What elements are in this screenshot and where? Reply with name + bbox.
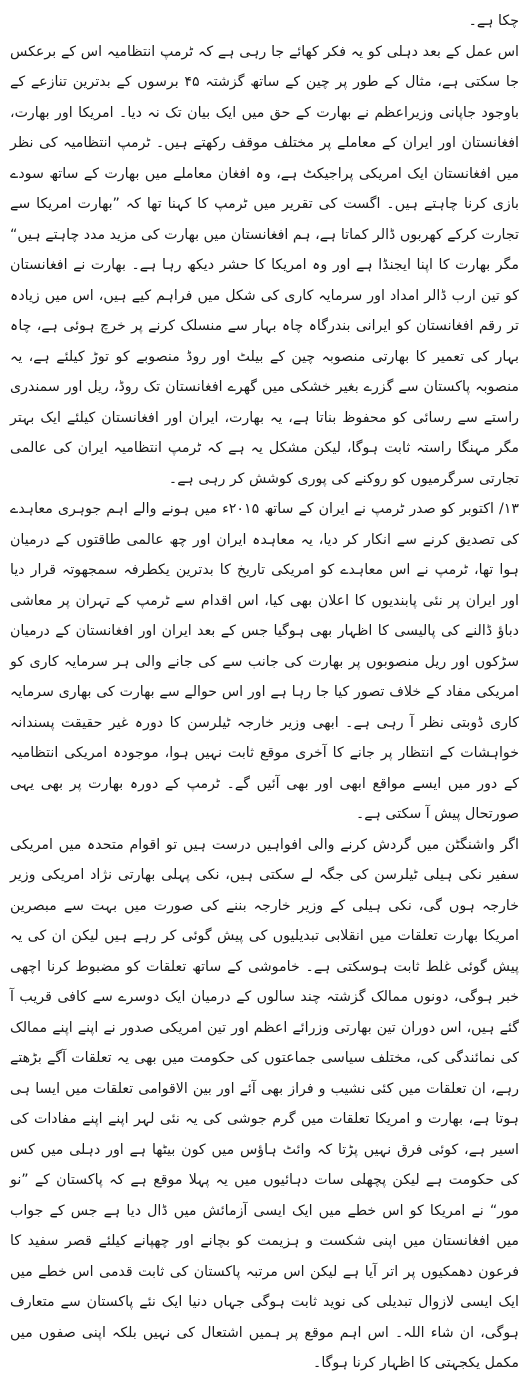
article-paragraph-1: اس عمل کے بعد دہلی کو یہ فکر کھائے جا رہی ہے کہ ٹرمپ انتظامیہ اس کے برعکس جا سکتی ہے، مثال کے طور پر چین کے ساتھ گزشتہ ۴۵ برسوں کے بدترین تنازعے کے باوجود جاپانی وزیراعظم نے بھارت کے حق میں ایک بیان تک نہ دیا۔ امریکا اور بھارت، افغانستان اور ایران کے معاملے پر مختلف موقف رکھتے ہیں۔ ٹرمپ انتظامیہ کی نظر میں افغانستان ایک امریکی پراجیکٹ ہے، وہ افغان معاملے میں بھارت کے ساتھ سودے بازی کرنا چاہتے ہیں۔ اگست کی تقریر میں ٹرمپ کا کہنا تھا کہ ”بھارت امریکا سے تجارت کرکے کھربوں ڈالر کماتا ہے، ہم افغانستان میں بھارت کی مزید مدد چاہتے ہیں“ مگر بھارت کا اپنا ایجنڈا ہے اور وہ امریکا کا حشر دیکھ رہا ہے۔ بھارت نے افغانستان کو تین ارب ڈالر امداد اور سرمایہ کاری کی شکل میں فراہم کیے ہیں، اس میں زیادہ تر رقم افغانستان کو ایرانی بندرگاہ چاہ بہار سے منسلک کرنے پر خرچ ہوئی ہے، چاہ بہار کی تعمیر کا بھارتی منصوبہ چین کے بیلٹ اور روڈ منصوبے کو توڑ کیلئے ہے، یہ منصوبہ پاکستان سے گزرے بغیر خشکی میں گھرے افغانستان تک روڈ، ریل اور سمندری راستے سے رسائی کو محفوظ بناتا ہے، یہ بھارت، ایران اور افغانستان کیلئے ایک بہتر مگر مہنگا راستہ ثابت ہوگا، لیکن مشکل یہ ہے کہ ٹرمپ انتظامیہ ایران کی عالمی تجارتی سرگرمیوں کو روکنے کی پوری کوشش کر رہی ہے۔ [10,43,520,487]
article-paragraph-3: اگر واشنگٹن میں گردش کرنے والی افواہیں درست ہیں تو اقوام متحدہ میں امریکی سفیر نکی ہیلی ٹیلرسن کی جگہ لے سکتی ہیں، نکی پہلی بھارتی نژاد امریکی وزیر خارجہ ہوں گی، نکی ہیلی کے وزیر خارجہ بننے کی صورت میں بہت سے مبصرین امریکا بھارت تعلقات میں انقلابی تبدیلیوں کی پیش گوئی کر رہے ہیں لیکن ان کی یہ پیش گوئی غلط ثابت ہوسکتی ہے۔ خاموشی کے ساتھ تعلقات کو مضبوط کرنا اچھی خبر ہوگی، دونوں ممالک گزشتہ چند سالوں کے درمیان ایک دوسرے سے کافی قریب آ گئے ہیں، اس دوران تین بھارتی وزرائے اعظم اور تین امریکی صدور نے اپنے اپنے ممالک کی نمائندگی کی، مختلف سیاسی جماعتوں کی حکومت میں بھی یہ تعلقات آگے بڑھتے رہے، ان تعلقات میں کئی نشیب و فراز بھی آئے اور بین الاقوامی تعلقات میں ایسا ہی ہوتا ہے، بھارت و امریکا تعلقات میں گرم جوشی کی یہ نئی لہر اپنے اپنے مفادات کی اسیر ہے، کوئی فرق نہیں پڑتا کہ وائٹ ہاؤس میں کون بیٹھا ہے اور دہلی میں کس کی حکومت ہے لیکن پچھلی سات دہائیوں میں یہ پہلا موقع ہے کہ پاکستان کے ”نو مور“ نے امریکا کو اس خطے میں ایک ایسی آزمائش میں ڈال دیا ہے جس کے جواب میں افغانستان میں اپنی شکست و ہزیمت کو بچانے اور چھپانے کیلئے قصر سفید کا فرعون دھمکیوں پر اتر آیا ہے لیکن اس مرتبہ پاکستان کی ثابت قدمی اس خطے میں ایک ایسی لازوال تبدیلی کی نوید ثابت ہوگی جہاں دنیا ایک نئے پاکستان سے متعارف ہوگی، ان شاء اللہ۔ اس اہم موقع پر ہمیں اشتعال کی نہیں بلکہ اپنی صفوں میں مکمل یکجہتی کا اظہار کرنا ہوگا۔ [10,836,519,1371]
article-paragraph-2: ۱۳/ اکتوبر کو صدر ٹرمپ نے ایران کے ساتھ ۲۰۱۵ء میں ہونے والے اہم جوہری معاہدے کی تصدیق کرنے سے انکار کر دیا، یہ معاہدہ ایران اور چھ عالمی طاقتوں کے درمیان ہوا تھا، ٹرمپ نے اس معاہدے کو امریکی تاریخ کا بدترین یکطرفہ سمجھوتہ قرار دیا اور ایران پر نئی پابندیوں کا اعلان بھی کیا، اس اقدام سے ٹرمپ کے تہران پر معاشی دباؤ ڈالنے کی پالیسی کا اظہار بھی ہوگیا جس کے بعد ایران اور افغانستان کے درمیان سڑکوں اور ریل منصوبوں پر بھارت کی جانب سے کی جانے والی ہر سرمایہ کاری کو امریکی مفاد کے خلاف تصور کیا جا رہا ہے اور اس حوالے سے بھارت کی بھاری سرمایہ کاری ڈوبتی نظر آ رہی ہے۔ ابھی وزیر خارجہ ٹیلرسن کا دورہ غیر حقیقت پسندانہ خواہشات کے انتظار پر جانے کا آخری موقع ثابت نہیں ہوا، موجودہ امریکی انتظامیہ کے دور میں ایسے مواقع ابھی اور بھی آئیں گے۔ ٹرمپ کے دورہ بھارت پر بھی یہی صورتحال پیش آ سکتی ہے۔ [10,501,519,822]
article-paragraph-continuation: چکا ہے۔ [468,13,519,29]
